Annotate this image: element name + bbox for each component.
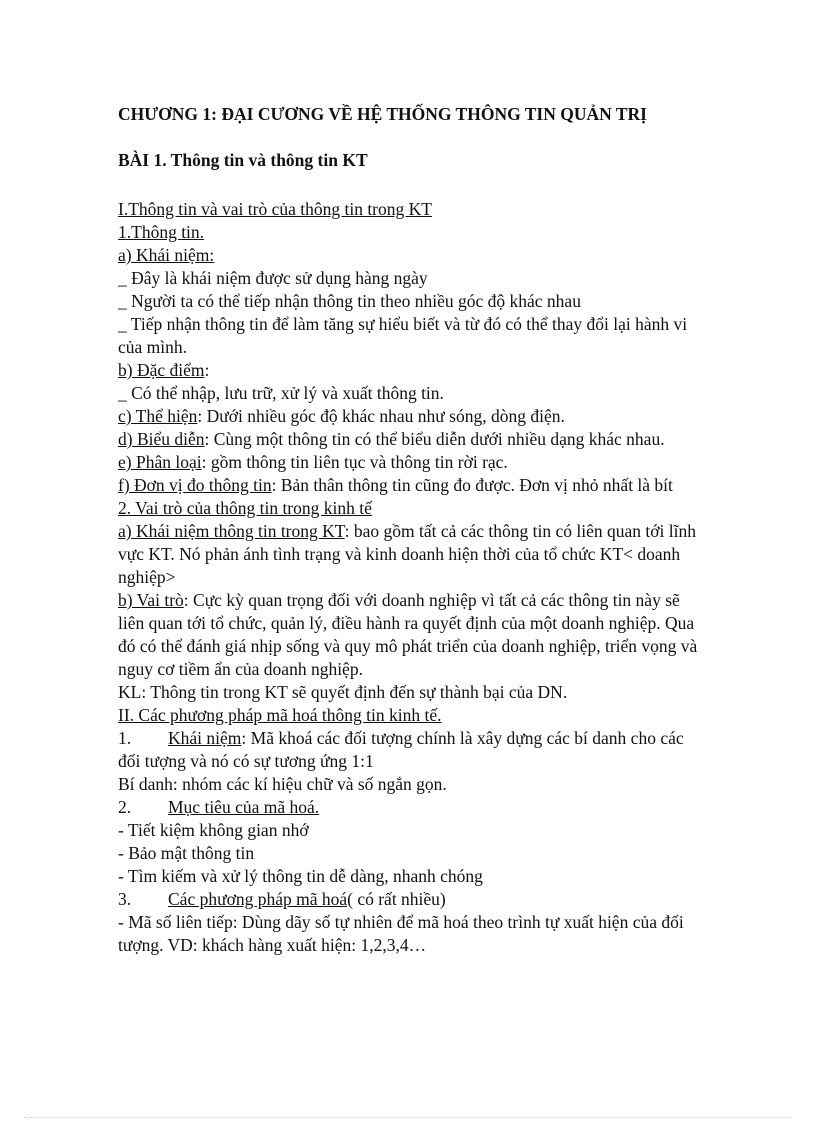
chapter-title: CHƯƠNG 1: ĐẠI CƯƠNG VỀ HỆ THỐNG THÔNG TIN QUẢN TRỊ	[118, 104, 647, 124]
subsection-heading-2	[118, 497, 698, 520]
numbered-item-1	[118, 727, 698, 773]
section-heading-1-text: I.Thông tin và vai trò của thông tin trong KT	[118, 199, 432, 219]
section-heading-2-text: II. Các phương pháp mã hoá thông tin kinh tế.	[118, 705, 442, 725]
subsection-heading-1-text: 1.Thông tin.	[118, 222, 205, 242]
item-a2-text: : bao gồm tất cả các thông tin có liên quan tới lĩnh vực KT. Nó phản ánh tình trạng và kinh doanh hiện thời của tổ chức KT< doanh nghiệp>	[118, 521, 696, 587]
item-b2	[118, 589, 698, 681]
item-d	[118, 428, 698, 451]
item-e-text: : gồm thông tin liên tục và thông tin rời rạc.	[201, 452, 508, 472]
paragraph-b-1: _ Có thể nhập, lưu trữ, xử lý và xuất thông tin.	[118, 383, 444, 403]
numbered-item-3-text: ( có rất nhiều)	[347, 889, 446, 909]
item-c-text: : Dưới nhiều góc độ khác nhau như sóng, dòng điện.	[197, 406, 565, 426]
document-body	[118, 198, 698, 957]
goal-2: - Bảo mật thông tin	[118, 843, 255, 863]
item-f-text: : Bản thân thông tin cũng đo được. Đơn vị nhỏ nhất là bít	[271, 475, 673, 495]
item-a-heading	[118, 244, 698, 267]
item-a2	[118, 520, 698, 589]
item-b-heading-colon: :	[204, 360, 210, 380]
item-a2-label: a) Khái niệm thông tin trong KT	[118, 521, 345, 541]
item-a-heading-text: a) Khái niệm:	[118, 245, 215, 265]
conclusion: KL: Thông tin trong KT sẽ quyết định đến sự thành bại của DN.	[118, 682, 568, 702]
item-b-heading	[118, 359, 698, 382]
alias-definition: Bí danh: nhóm các kí hiệu chữ và số ngắn gọn.	[118, 774, 447, 794]
item-b2-label: b) Vai trò	[118, 590, 184, 610]
numbered-item-3-label: Các phương pháp mã hoá	[168, 889, 348, 909]
subsection-heading-2-text: 2. Vai trò của thông tin trong kinh tế	[118, 498, 372, 518]
numbered-item-2-number: 2.	[118, 797, 132, 817]
item-e	[118, 451, 698, 474]
item-f-label: f) Đơn vị đo thông tin	[118, 475, 272, 495]
numbered-item-2-label: Mục tiêu của mã hoá.	[168, 797, 320, 817]
numbered-item-1-label: Khái niệm	[168, 728, 242, 748]
item-c	[118, 405, 698, 428]
paragraph-a-2: _ Người ta có thể tiếp nhận thông tin theo nhiều góc độ khác nhau	[118, 291, 581, 311]
paragraph-a-1: _ Đây là khái niệm được sử dụng hàng ngày	[118, 268, 428, 288]
item-e-label: e) Phân loại	[118, 452, 202, 472]
numbered-item-1-text: : Mã khoá các đối tượng chính là xây dựng các bí danh cho các đối tượng và nó có sự tương ứng 1:1	[118, 728, 684, 771]
item-d-text: : Cùng một thông tin có thể biểu diễn dưới nhiều dạng khác nhau.	[204, 429, 665, 449]
item-f	[118, 474, 698, 497]
paragraph-a-3: _ Tiếp nhận thông tin để làm tăng sự hiểu biết và từ đó có thể thay đổi lại hành vi của mình.	[118, 314, 688, 357]
lesson-title: BÀI 1. Thông tin và thông tin KT	[118, 150, 368, 170]
item-b2-text: : Cực kỳ quan trọng đối với doanh nghiệp vì tất cả các thông tin này sẽ liên quan tới tổ chức, quản lý, điều hành ra quyết định của một doanh nghiệp. Qua đó có thể đánh giá nhịp sống và quy mô phát triển của doanh nghiệp, triển vọng và nguy cơ tiềm ẩn của doanh nghiệp.	[118, 590, 698, 679]
numbered-item-2	[118, 796, 698, 819]
item-c-label: c) Thể hiện	[118, 406, 198, 426]
numbered-item-3-number: 3.	[118, 889, 132, 909]
document-page	[118, 100, 698, 957]
subsection-heading-1	[118, 221, 698, 244]
goal-1: - Tiết kiệm không gian nhớ	[118, 820, 309, 840]
item-b-heading-text: b) Đặc điểm	[118, 360, 205, 380]
section-heading-1	[118, 198, 698, 221]
goal-3: - Tìm kiếm và xử lý thông tin dễ dàng, nhanh chóng	[118, 866, 483, 886]
section-heading-2	[118, 704, 698, 727]
numbered-item-1-number: 1.	[118, 728, 132, 748]
numbered-item-3	[118, 888, 698, 911]
method-1: - Mã số liên tiếp: Dùng dãy số tự nhiên để mã hoá theo trình tự xuất hiện của đối tượng. VD: khách hàng xuất hiện: 1,2,3,4…	[118, 912, 684, 955]
item-d-label: d) Biểu diễn	[118, 429, 205, 449]
page-bottom-divider	[24, 1117, 792, 1118]
